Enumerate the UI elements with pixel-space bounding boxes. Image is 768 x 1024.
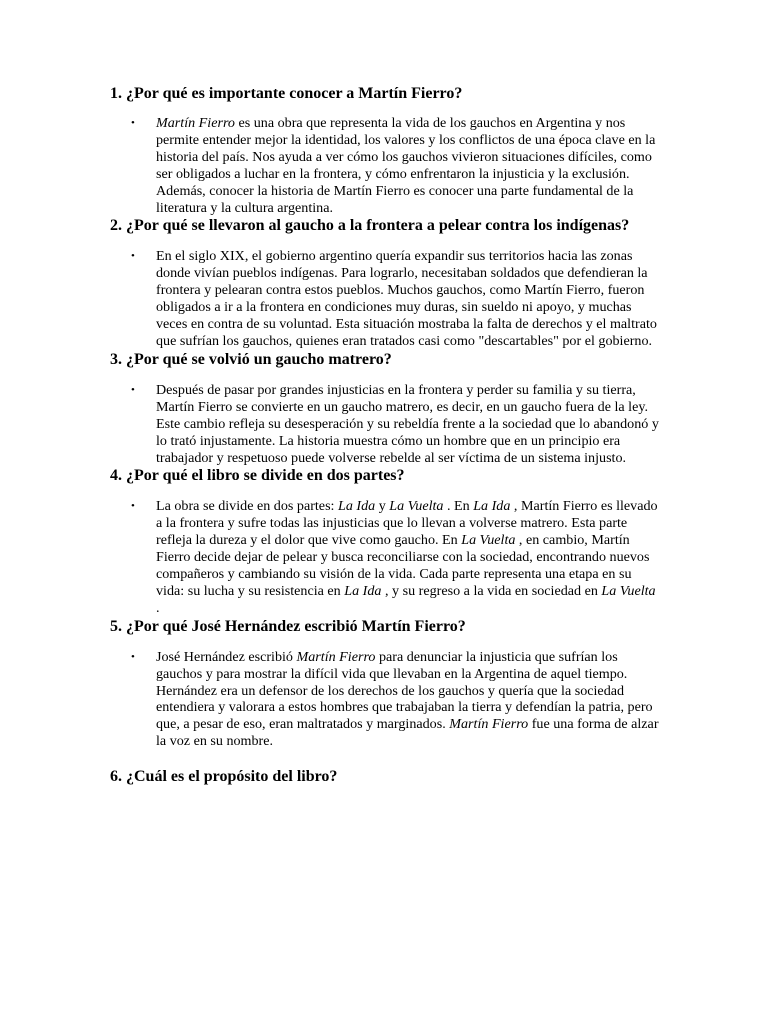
question-heading: 6. ¿Cuál es el propósito del libro? bbox=[110, 768, 338, 786]
bullet-icon: • bbox=[131, 250, 135, 263]
answer-item bbox=[110, 115, 660, 216]
section-2 bbox=[110, 216, 660, 349]
answer-list bbox=[110, 382, 660, 467]
answer-item bbox=[110, 382, 660, 467]
italic-title: La Vuelta bbox=[601, 582, 656, 599]
question-heading: 3. ¿Por qué se volvió un gaucho matrero? bbox=[110, 350, 392, 368]
section-4 bbox=[110, 466, 660, 616]
answer-run: fue una forma de alzar la voz en su nombre. bbox=[156, 716, 659, 750]
answer-run: , y su regreso a la vida en sociedad en bbox=[381, 582, 602, 599]
answer-run: , Martín Fierro es llevado a la frontera y sufre todas las injusticias que lo llevan a volverse matrero. Esta parte refleja la dureza y el dolor que vive como gaucho. En bbox=[156, 498, 658, 549]
italic-title: La Vuelta bbox=[461, 532, 516, 549]
answer-text bbox=[156, 649, 659, 750]
section-6 bbox=[110, 767, 660, 786]
answer-text bbox=[156, 115, 655, 216]
section-5 bbox=[110, 617, 660, 750]
answer-run: José Hernández escribió bbox=[156, 648, 297, 665]
answer-item bbox=[110, 649, 660, 750]
answer-item bbox=[110, 498, 660, 616]
answer-run: y bbox=[375, 498, 390, 515]
answer-text bbox=[156, 248, 657, 349]
question-heading: 1. ¿Por qué es importante conocer a Martín Fierro? bbox=[110, 85, 463, 102]
italic-title: La Ida bbox=[473, 498, 511, 515]
bullet-icon: • bbox=[131, 650, 135, 663]
answer-run: para denunciar la injusticia que sufrían los gauchos y para mostrar la difícil vida que llevaban en la Argentina de aquel tiempo. Hernández era un defensor de los derechos de los gauchos y quería que la sociedad entendiera y valorara a estos hombres que trabajaban la tierra y defendían la patria, pero que, a pesar de eso, eran maltratados y marginados. bbox=[156, 648, 653, 733]
answer-text bbox=[156, 498, 658, 615]
italic-title: Martín Fierro bbox=[156, 115, 235, 131]
section-3 bbox=[110, 350, 660, 467]
answer-list bbox=[110, 248, 660, 349]
answer-run: La obra se divide en dos partes: bbox=[156, 498, 338, 515]
italic-title: La Vuelta bbox=[389, 498, 444, 515]
answer-run: . bbox=[156, 599, 160, 616]
answer-list bbox=[110, 115, 660, 216]
answer-item bbox=[110, 248, 660, 349]
bullet-icon: • bbox=[131, 117, 135, 129]
answer-text bbox=[156, 382, 659, 466]
answer-run: En el siglo XIX, el gobierno argentino quería expandir sus territorios hacia las zonas donde vivían pueblos indígenas. Para lograrlo, necesitaban soldados que defendieran la frontera y pelearan contra estos pueblos. Muchos gauchos, como Martín Fierro, fueron obligados a ir a la frontera en condiciones muy duras, sin sueldo ni apoyo, y muchas veces en contra de su voluntad. Esta situación mostraba la falta de derechos y el maltrato que sufrían los gauchos, quienes eran tratados casi como "descartables" por el gobierno. bbox=[156, 248, 657, 349]
italic-title: Martín Fierro bbox=[296, 648, 376, 665]
question-heading: 5. ¿Por qué José Hernández escribió Martín Fierro? bbox=[110, 617, 466, 635]
answer-run: , en cambio, Martín Fierro decide dejar de pelear y busca reconciliarse con la sociedad, encontrando nuevos compañeros y cambiando su visión de la vida. Cada parte representa una etapa en su vida: su lucha y su resistencia en bbox=[156, 532, 650, 599]
document-page bbox=[110, 84, 660, 798]
italic-title: Martín Fierro bbox=[449, 716, 529, 733]
question-heading: 4. ¿Por qué el libro se divide en dos partes? bbox=[110, 467, 405, 485]
answer-list bbox=[110, 649, 660, 750]
italic-title: La Ida bbox=[338, 498, 376, 515]
answer-run: es una obra que representa la vida de los gauchos en Argentina y nos permite entender mejor la identidad, los valores y los conflictos de una época clave en la historia del país. Nos ayuda a ver cómo los gauchos vivieron situaciones difíciles, como ser obligados a luchar en la frontera, y cómo enfrentaron la injusticia y la exclusión. Además, conocer la historia de Martín Fierro es conocer una parte fundamental de la literatura y la cultura argentina. bbox=[156, 115, 656, 216]
bullet-icon: • bbox=[131, 383, 135, 396]
answer-run: Después de pasar por grandes injusticias en la frontera y perder su familia y su tierra, Martín Fierro se convierte en un gaucho matrero, es decir, en un gaucho fuera de la ley. Este cambio refleja su desesperación y su rebeldía frente a la sociedad que lo abandonó y lo trató injustamente. La historia muestra cómo un hombre que en un principio era trabajador y respetuoso puede volverse rebelde al ser víctima de un sistema injusto. bbox=[156, 381, 659, 466]
question-heading: 2. ¿Por qué se llevaron al gaucho a la frontera a pelear contra los indígenas? bbox=[110, 217, 630, 235]
answer-list bbox=[110, 498, 660, 616]
answer-run: . En bbox=[443, 498, 474, 515]
bullet-icon: • bbox=[131, 500, 135, 513]
section-1 bbox=[110, 84, 660, 216]
italic-title: La Ida bbox=[344, 582, 382, 599]
